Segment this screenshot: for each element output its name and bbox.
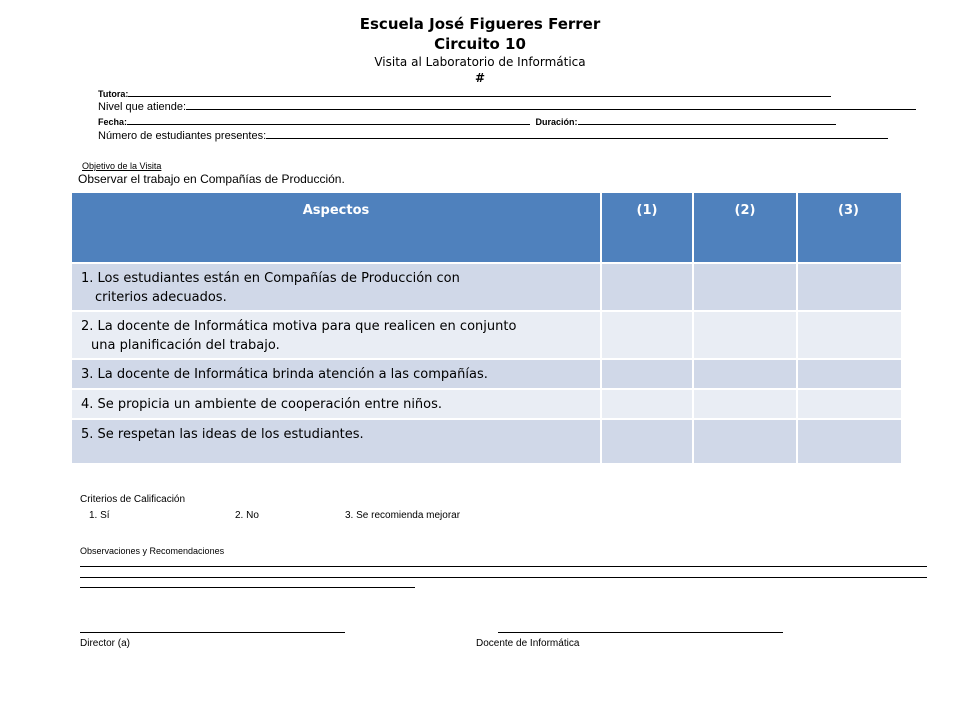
date-field xyxy=(98,115,836,127)
students-field xyxy=(98,129,888,142)
score-cell-3[interactable] xyxy=(797,359,901,389)
header-aspects: Aspectos xyxy=(72,193,601,263)
aspect-line: 2. La docente de Informática motiva para que realicen en conjunto xyxy=(81,319,517,334)
observations-line-3[interactable] xyxy=(80,587,415,588)
aspect-line: 1. Los estudiantes están en Compañías de Producción con xyxy=(81,271,460,286)
students-line[interactable] xyxy=(266,129,888,139)
header-score-1: (1) xyxy=(601,193,693,263)
aspect-line: 3. La docente de Informática brinda atención a las compañías. xyxy=(81,367,488,382)
aspect-description xyxy=(72,389,601,419)
director-signature-line[interactable] xyxy=(80,632,345,633)
level-field xyxy=(98,100,916,113)
duration-line[interactable] xyxy=(578,115,836,125)
table-row xyxy=(72,263,901,311)
tutor-label: Tutora: xyxy=(98,89,129,99)
score-cell-1[interactable] xyxy=(601,389,693,419)
objective-heading: Objetivo de la Visita xyxy=(82,161,162,171)
aspect-description xyxy=(72,419,601,463)
number-sign: # xyxy=(474,71,486,85)
table-row xyxy=(72,311,901,359)
criteria-option-no: 2. No xyxy=(235,510,259,521)
table-header-row xyxy=(72,193,901,263)
students-label: Número de estudiantes presentes: xyxy=(98,130,267,142)
aspect-line: 5. Se respetan las ideas de los estudiantes. xyxy=(81,427,364,442)
director-label: Director (a) xyxy=(80,638,131,649)
table-row xyxy=(72,359,901,389)
aspect-description xyxy=(72,263,601,311)
duration-label: Duración: xyxy=(535,117,578,127)
school-name: Escuela José Figueres Ferrer xyxy=(359,15,601,33)
aspect-description xyxy=(72,359,601,389)
header-score-3: (3) xyxy=(797,193,901,263)
date-line[interactable] xyxy=(127,115,530,125)
visit-title: Visita al Laboratorio de Informática xyxy=(374,55,586,69)
score-cell-2[interactable] xyxy=(693,419,797,463)
aspects-table xyxy=(72,193,901,463)
criteria-option-improve: 3. Se recomienda mejorar xyxy=(345,510,461,521)
score-cell-1[interactable] xyxy=(601,419,693,463)
aspect-description xyxy=(72,311,601,359)
observations-line-2[interactable] xyxy=(80,577,927,578)
score-cell-1[interactable] xyxy=(601,359,693,389)
tutor-field xyxy=(98,87,831,99)
teacher-signature-line[interactable] xyxy=(498,632,783,633)
teacher-label: Docente de Informática xyxy=(476,638,580,649)
aspect-line: criterios adecuados. xyxy=(95,290,227,305)
observations-heading: Observaciones y Recomendaciones xyxy=(80,546,225,556)
score-cell-2[interactable] xyxy=(693,263,797,311)
level-label: Nivel que atiende: xyxy=(98,101,187,113)
date-label: Fecha: xyxy=(98,117,128,127)
score-cell-3[interactable] xyxy=(797,311,901,359)
score-cell-3[interactable] xyxy=(797,419,901,463)
aspect-line: 4. Se propicia un ambiente de cooperación entre niños. xyxy=(81,397,443,412)
score-cell-3[interactable] xyxy=(797,263,901,311)
aspect-line: una planificación del trabajo. xyxy=(91,338,280,353)
score-cell-1[interactable] xyxy=(601,263,693,311)
table-row xyxy=(72,419,901,463)
table-row xyxy=(72,389,901,419)
header-score-2: (2) xyxy=(693,193,797,263)
score-cell-2[interactable] xyxy=(693,389,797,419)
level-line[interactable] xyxy=(186,100,916,110)
score-cell-3[interactable] xyxy=(797,389,901,419)
observations-line-1[interactable] xyxy=(80,566,927,567)
circuit-title: Circuito 10 xyxy=(434,35,526,53)
criteria-heading: Criterios de Calificación xyxy=(80,494,186,505)
score-cell-2[interactable] xyxy=(693,359,797,389)
tutor-line[interactable] xyxy=(128,87,831,97)
objective-text: Observar el trabajo en Compañías de Producción. xyxy=(78,172,345,186)
score-cell-1[interactable] xyxy=(601,311,693,359)
score-cell-2[interactable] xyxy=(693,311,797,359)
criteria-option-yes: 1. Sí xyxy=(89,510,110,521)
